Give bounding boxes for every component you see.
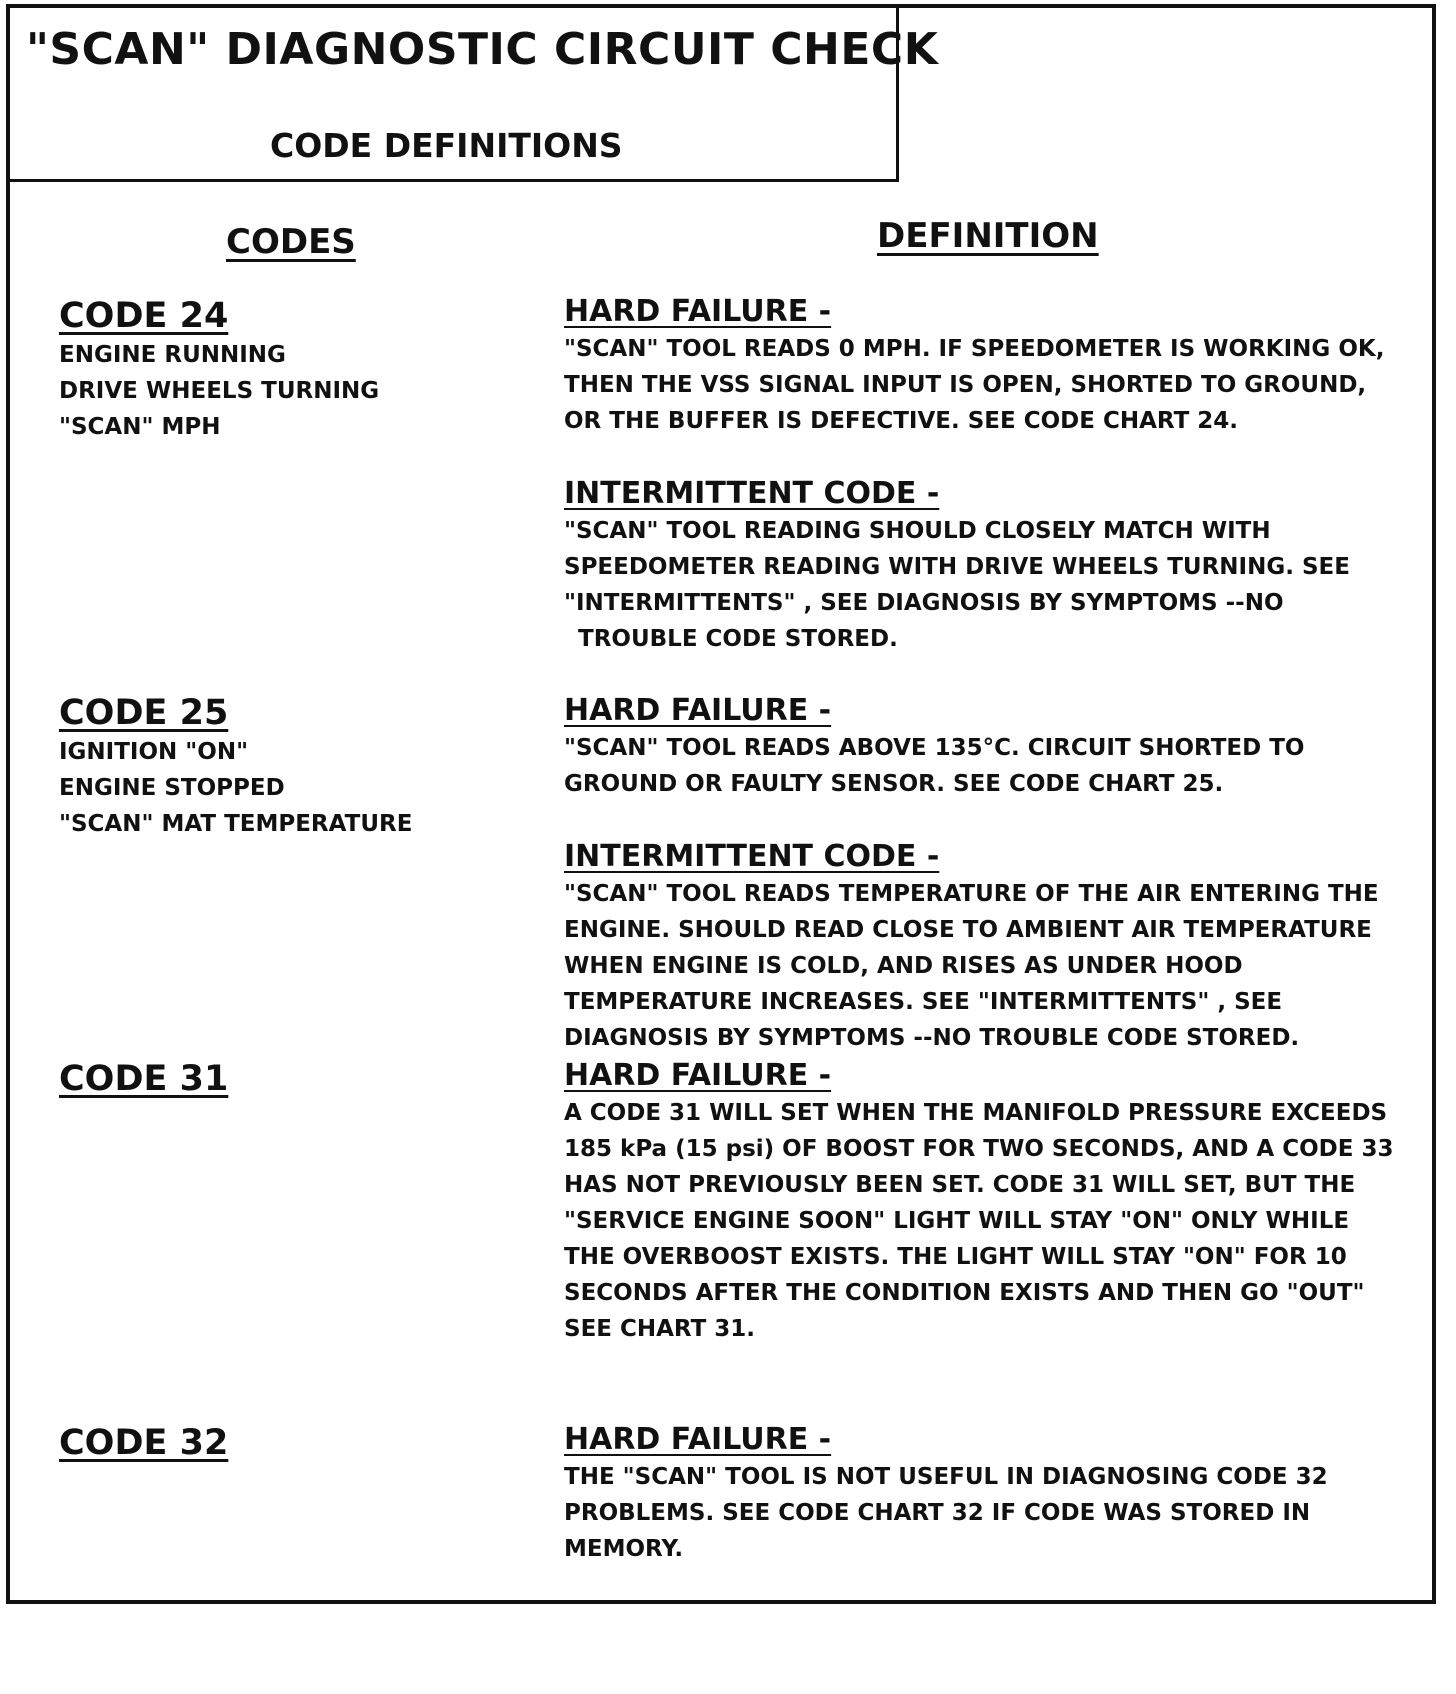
definition-line: TEMPERATURE INCREASES. SEE "INTERMITTENTS" , SEE (564, 989, 1283, 1015)
code-31-hard-failure (564, 1057, 1424, 1347)
definition-line: MEMORY. (564, 1536, 684, 1562)
definition-line: "SCAN" TOOL READS TEMPERATURE OF THE AIR ENTERING THE (564, 881, 1379, 907)
section-heading: INTERMITTENT CODE - (564, 476, 940, 511)
definition-line: SECONDS AFTER THE CONDITION EXISTS AND THEN GO "OUT" (564, 1280, 1365, 1306)
code-32-block (59, 1422, 529, 1464)
definition-line: A CODE 31 WILL SET WHEN THE MANIFOLD PRESSURE EXCEEDS (564, 1100, 1388, 1126)
definition-line: HAS NOT PREVIOUSLY BEEN SET. CODE 31 WILL SET, BUT THE (564, 1172, 1356, 1198)
definition-line: THE OVERBOOST EXISTS. THE LIGHT WILL STAY "ON" FOR 10 (564, 1244, 1347, 1270)
section-heading: HARD FAILURE - (564, 1422, 832, 1457)
code-25-condition: "SCAN" MAT TEMPERATURE (59, 811, 413, 837)
section-heading: INTERMITTENT CODE - (564, 839, 940, 874)
definition-line: DIAGNOSIS BY SYMPTOMS --NO TROUBLE CODE STORED. (564, 1025, 1300, 1051)
code-31-title: CODE 31 (59, 1059, 229, 1099)
definition-column-heading: DEFINITION (877, 216, 1099, 256)
code-24-condition: DRIVE WHEELS TURNING (59, 378, 380, 404)
definition-line: TROUBLE CODE STORED. (578, 626, 898, 652)
definition-line: "SCAN" TOOL READING SHOULD CLOSELY MATCH WITH (564, 518, 1271, 544)
code-24-intermittent (564, 475, 1424, 657)
code-24-condition: ENGINE RUNNING (59, 342, 286, 368)
section-heading: HARD FAILURE - (564, 294, 832, 329)
page-title: "SCAN" DIAGNOSTIC CIRCUIT CHECK (26, 24, 939, 75)
code-24-condition: "SCAN" MPH (59, 414, 221, 440)
code-32-hard-failure (564, 1421, 1424, 1567)
code-25-condition: ENGINE STOPPED (59, 775, 285, 801)
definition-line: THEN THE VSS SIGNAL INPUT IS OPEN, SHORTED TO GROUND, (564, 372, 1367, 398)
title-box (6, 4, 939, 182)
section-heading: HARD FAILURE - (564, 1058, 832, 1093)
code-24-block (59, 295, 529, 445)
code-24-title: CODE 24 (59, 296, 229, 336)
definition-line: THE "SCAN" TOOL IS NOT USEFUL IN DIAGNOSING CODE 32 (564, 1464, 1328, 1490)
definition-line: PROBLEMS. SEE CODE CHART 32 IF CODE WAS STORED IN (564, 1500, 1311, 1526)
definition-line: OR THE BUFFER IS DEFECTIVE. SEE CODE CHART 24. (564, 408, 1239, 434)
definition-line: "SCAN" TOOL READS 0 MPH. IF SPEEDOMETER IS WORKING OK, (564, 336, 1385, 362)
code-31-block (59, 1058, 529, 1100)
code-25-intermittent (564, 838, 1424, 1056)
definition-line: WHEN ENGINE IS COLD, AND RISES AS UNDER HOOD (564, 953, 1243, 979)
definition-line: "INTERMITTENTS" , SEE DIAGNOSIS BY SYMPTOMS --NO (564, 590, 1284, 616)
code-25-block (59, 692, 529, 842)
definition-line: "SERVICE ENGINE SOON" LIGHT WILL STAY "ON" ONLY WHILE (564, 1208, 1350, 1234)
page-subtitle: CODE DEFINITIONS (270, 126, 623, 165)
code-32-title: CODE 32 (59, 1423, 229, 1463)
definition-line: ENGINE. SHOULD READ CLOSE TO AMBIENT AIR TEMPERATURE (564, 917, 1372, 943)
definition-line: SPEEDOMETER READING WITH DRIVE WHEELS TURNING. SEE (564, 554, 1350, 580)
definition-line: "SCAN" TOOL READS ABOVE 135°C. CIRCUIT SHORTED TO (564, 735, 1305, 761)
code-24-hard-failure (564, 293, 1424, 439)
section-heading: HARD FAILURE - (564, 693, 832, 728)
definition-line: GROUND OR FAULTY SENSOR. SEE CODE CHART 25. (564, 771, 1224, 797)
code-25-condition: IGNITION "ON" (59, 739, 249, 765)
definition-line: 185 kPa (15 psi) OF BOOST FOR TWO SECONDS, AND A CODE 33 (564, 1136, 1394, 1162)
codes-column-heading: CODES (226, 222, 356, 262)
code-25-title: CODE 25 (59, 693, 229, 733)
definition-line: SEE CHART 31. (564, 1316, 756, 1342)
code-25-hard-failure (564, 692, 1424, 802)
